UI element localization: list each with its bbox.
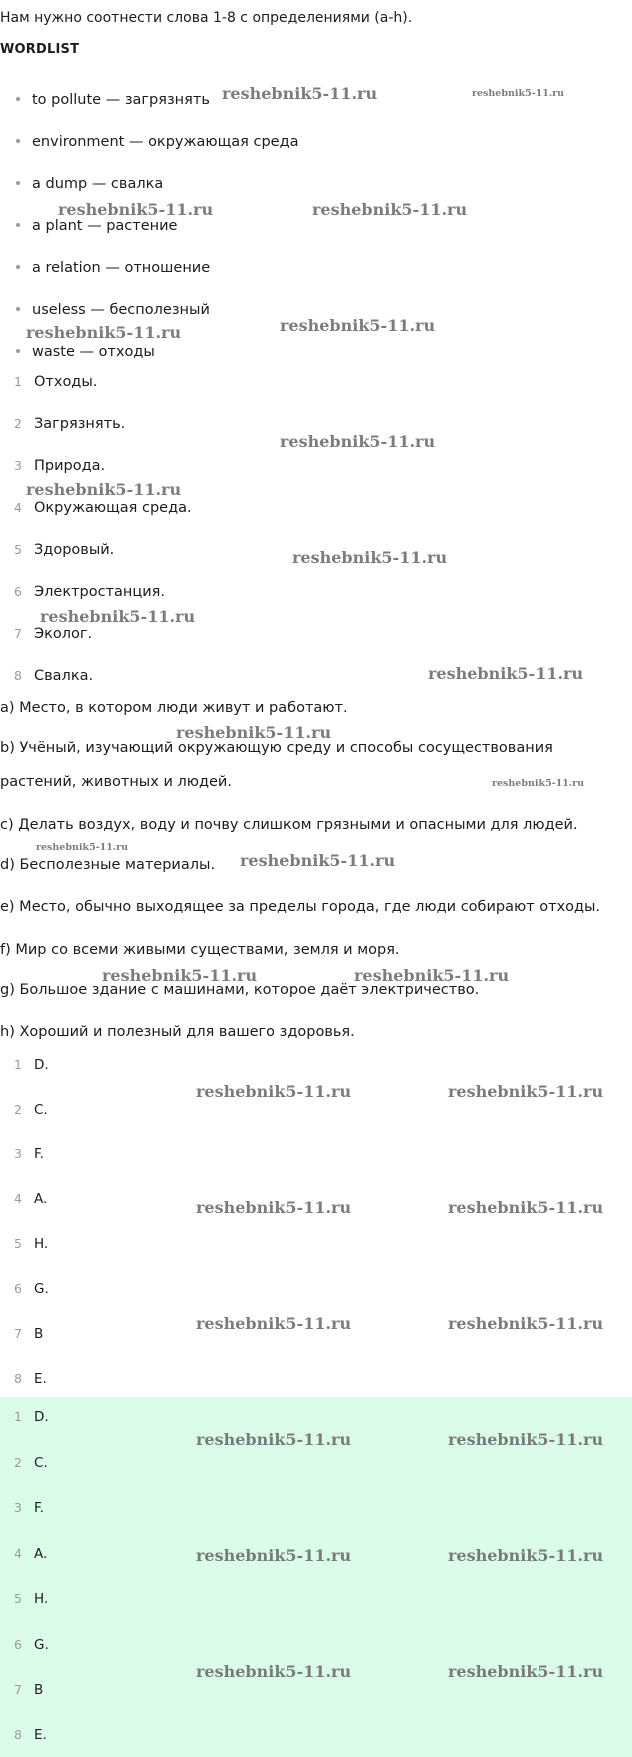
watermark: reshebnik5-11.ru [196, 1082, 352, 1101]
wordlist-item-text: a plant — растение [32, 218, 178, 234]
wordlist-item [16, 132, 299, 152]
watermark: reshebnik5-11.ru [448, 1546, 604, 1565]
item-text: Свалка. [34, 668, 94, 684]
watermark: reshebnik5-11.ru [196, 1314, 352, 1333]
answer-row [14, 1324, 43, 1344]
answer-number: 2 [14, 1455, 22, 1470]
definition-f: f) Мир со всеми живыми существами, земля и моря. [0, 942, 400, 958]
answer-letter: H. [34, 1236, 49, 1252]
answer-number: 3 [14, 1500, 22, 1515]
wordlist-item-text: useless — бесполезный [32, 302, 210, 318]
numbered-item [14, 540, 114, 560]
answer-letter: G. [34, 1637, 49, 1653]
answer-letter: A. [34, 1546, 48, 1562]
bullet-icon [16, 181, 20, 185]
watermark: reshebnik5-11.ru [448, 1082, 604, 1101]
watermark: reshebnik5-11.ru [102, 966, 258, 985]
answer-number: 3 [14, 1146, 22, 1161]
wordlist-item [16, 216, 177, 236]
answer-row [14, 1635, 49, 1655]
numbered-item [14, 456, 105, 476]
answer-row [14, 1407, 49, 1427]
numbered-item [14, 414, 125, 434]
watermark: reshebnik5-11.ru [40, 607, 196, 626]
definition-a: a) Место, в котором люди живут и работают. [0, 700, 348, 716]
bullet-icon [16, 265, 20, 269]
answer-letter: H. [34, 1591, 49, 1607]
item-number: 6 [14, 584, 22, 599]
item-text: Природа. [34, 458, 106, 474]
watermark: reshebnik5-11.ru [26, 323, 182, 342]
answer-row [14, 1498, 44, 1518]
item-number: 4 [14, 500, 22, 515]
definition-g: g) Большое здание с машинами, которое даёт электричество. [0, 982, 480, 998]
watermark: reshebnik5-11.ru [492, 778, 585, 789]
wordlist-item-text: a relation — отношение [32, 260, 211, 276]
answer-row [14, 1725, 47, 1745]
wordlist-item [16, 258, 210, 278]
item-text: Загрязнять. [34, 416, 126, 432]
item-number: 2 [14, 416, 22, 431]
watermark: reshebnik5-11.ru [222, 84, 378, 103]
answer-row [14, 1369, 47, 1389]
item-number: 7 [14, 626, 22, 641]
watermark: reshebnik5-11.ru [448, 1662, 604, 1681]
answer-row [14, 1055, 49, 1075]
item-number: 3 [14, 458, 22, 473]
wordlist-item [16, 90, 210, 110]
watermark: reshebnik5-11.ru [448, 1198, 604, 1217]
answer-number: 1 [14, 1057, 22, 1072]
definition-d: d) Бесполезные материалы. [0, 857, 216, 873]
watermark: reshebnik5-11.ru [58, 200, 214, 219]
definition-c: c) Делать воздух, воду и почву слишком грязными и опасными для людей. [0, 817, 578, 833]
watermark: reshebnik5-11.ru [240, 851, 396, 870]
item-text: Здоровый. [34, 542, 115, 558]
watermark: reshebnik5-11.ru [280, 432, 436, 451]
answer-number: 4 [14, 1546, 22, 1561]
answer-row [14, 1189, 47, 1209]
watermark: reshebnik5-11.ru [448, 1430, 604, 1449]
wordlist-heading: WORDLIST [0, 42, 80, 57]
answer-letter: F. [34, 1500, 44, 1516]
item-text: Эколог. [34, 626, 93, 642]
intro-text: Нам нужно соотнести слова 1-8 с определениями (a-h). [0, 10, 413, 26]
bullet-icon [16, 97, 20, 101]
answer-row [14, 1144, 44, 1164]
answer-letter: E. [34, 1727, 47, 1743]
definition-b-continued: растений, животных и людей. [0, 774, 232, 790]
answer-row [14, 1544, 47, 1564]
definition-e: e) Место, обычно выходящее за пределы города, где люди собирают отходы. [0, 899, 601, 915]
watermark: reshebnik5-11.ru [280, 316, 436, 335]
answer-letter: F. [34, 1146, 44, 1162]
watermark: reshebnik5-11.ru [26, 480, 182, 499]
item-number: 8 [14, 668, 22, 683]
answer-letter: D. [34, 1409, 49, 1425]
answer-number: 6 [14, 1637, 22, 1652]
bullet-icon [16, 349, 20, 353]
answer-row [14, 1100, 48, 1120]
answer-letter: G. [34, 1281, 49, 1297]
item-text: Окружающая среда. [34, 500, 192, 516]
numbered-item [14, 498, 192, 518]
item-number: 1 [14, 374, 22, 389]
answer-letter: E. [34, 1371, 47, 1387]
answer-row [14, 1234, 48, 1254]
watermark: reshebnik5-11.ru [196, 1430, 352, 1449]
definition-b: b) Учёный, изучающий окружающую среду и способы сосуществования [0, 740, 553, 756]
watermark: reshebnik5-11.ru [448, 1314, 604, 1333]
wordlist-item [16, 300, 210, 320]
highlighted-answers [0, 1397, 632, 1757]
watermark: reshebnik5-11.ru [354, 966, 510, 985]
numbered-item [14, 372, 97, 392]
answer-number: 7 [14, 1326, 22, 1341]
answer-number: 2 [14, 1102, 22, 1117]
answer-number: 7 [14, 1682, 22, 1697]
answer-letter: C. [34, 1455, 48, 1471]
watermark: reshebnik5-11.ru [428, 664, 584, 683]
numbered-item [14, 582, 165, 602]
bullet-icon [16, 223, 20, 227]
answer-row [14, 1279, 49, 1299]
watermark: reshebnik5-11.ru [176, 723, 332, 742]
answer-letter: B [34, 1326, 44, 1342]
definition-h: h) Хороший и полезный для вашего здоровья. [0, 1024, 355, 1040]
watermark: reshebnik5-11.ru [36, 842, 129, 853]
answer-number: 6 [14, 1281, 22, 1296]
answer-number: 1 [14, 1409, 22, 1424]
watermark: reshebnik5-11.ru [196, 1546, 352, 1565]
answer-row [14, 1680, 43, 1700]
watermark: reshebnik5-11.ru [196, 1198, 352, 1217]
watermark: reshebnik5-11.ru [196, 1662, 352, 1681]
item-text: Отходы. [34, 374, 98, 390]
answer-row [14, 1589, 48, 1609]
wordlist-item-text: environment — окружающая среда [32, 134, 299, 150]
watermark: reshebnik5-11.ru [292, 548, 448, 567]
answer-letter: D. [34, 1057, 49, 1073]
bullet-icon [16, 307, 20, 311]
answer-letter: C. [34, 1102, 48, 1118]
numbered-item [14, 666, 93, 686]
answer-letter: A. [34, 1191, 48, 1207]
answer-letter: B [34, 1682, 44, 1698]
wordlist-item-text: to pollute — загрязнять [32, 92, 210, 108]
watermark: reshebnik5-11.ru [312, 200, 468, 219]
answer-number: 5 [14, 1591, 22, 1606]
wordlist-item-text: waste — отходы [32, 344, 155, 360]
answer-number: 5 [14, 1236, 22, 1251]
item-number: 5 [14, 542, 22, 557]
watermark: reshebnik5-11.ru [472, 88, 565, 99]
answer-number: 8 [14, 1727, 22, 1742]
item-text: Электростанция. [34, 584, 166, 600]
answer-number: 8 [14, 1371, 22, 1386]
answer-number: 4 [14, 1191, 22, 1206]
numbered-item [14, 624, 92, 644]
wordlist-item [16, 174, 163, 194]
wordlist-item [16, 342, 155, 362]
answer-row [14, 1453, 48, 1473]
bullet-icon [16, 139, 20, 143]
wordlist-item-text: a dump — свалка [32, 176, 164, 192]
